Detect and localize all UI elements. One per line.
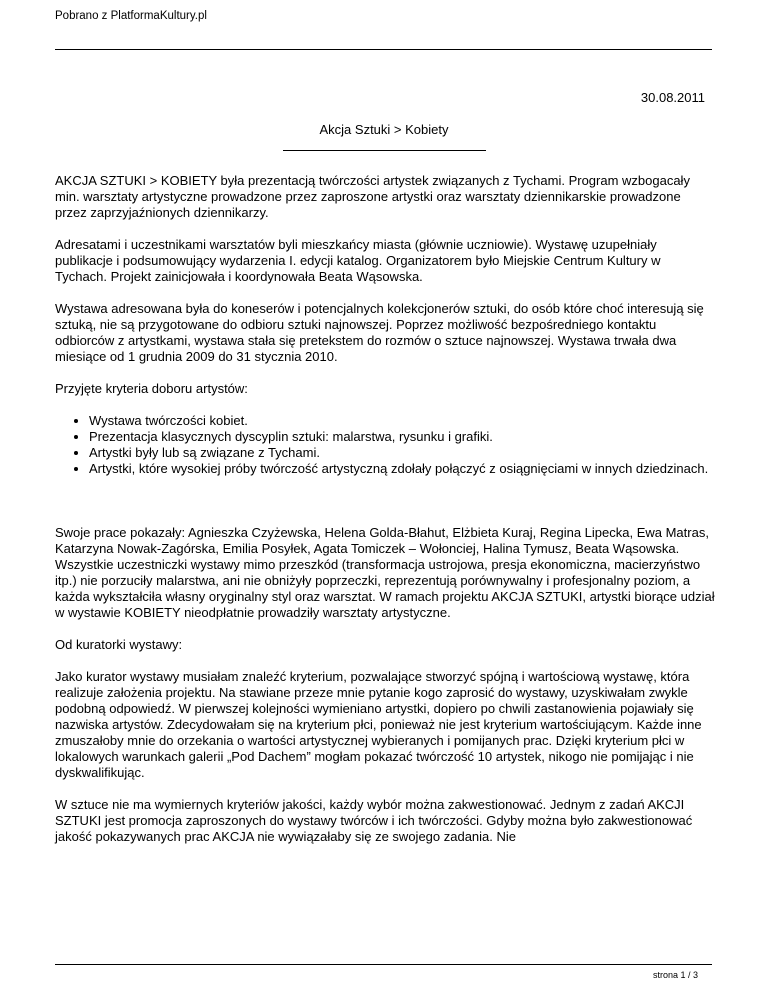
paragraph-curator-heading: Od kuratorki wystawy: [55, 637, 183, 652]
paragraph-artists: Swoje prace pokazały: Agnieszka Czyżewska, Helena Golda-Błahut, Elżbieta Kuraj, Regina Lipecka, Ewa Matras, Katarzyna Nowak-Zagórska, Emilia Posyłek, Agata Tomiczek – Wołonciej, Halina Tymusz, Beata Wąsowska. [55, 525, 709, 556]
paragraph-artists-description: Wszystkie uczestniczki wystawy mimo przeszkód (transformacja ustrojowa, presja ekonomiczna, macierzyństwo itp.) nie porzuciły malarstwa, ani nie obniżyły poprzeczki, reprezentują porównywalny i profesjonalny poziom, a każda wykształciła własny oryginalny styl oraz warsztat. W ramach projektu AKCJA SZTUKI, artystki biorące udział w wystawie KOBIETY nieodpłatnie prowadziły warsztaty artystyczne. [55, 557, 715, 620]
criteria-list-item: • Artystki, które wysokiej próby twórczość artystyczną zdołały połączyć z osiągnięciami w innych dziedzinach. [89, 461, 715, 477]
spacer [55, 493, 715, 525]
page-number: strona 1 / 3 [652, 970, 698, 980]
title-underline [283, 150, 486, 151]
document-date: 30.08.2011 [640, 90, 705, 105]
paragraph-curator-statement: Jako kurator wystawy musiałam znaleźć kryterium, pozwalające stworzyć spójną i wartościową wystawę, która realizuje założenia projektu. Na stawiane przeze mnie pytanie kogo zaprosić do wystawy, uzyskiwałam zwykle podobną odpowiedź. W pierwszej kolejności wymieniano artystki, dopiero po chwili zastanowienia pojawiały się nazwiska artystów. Zdecydowałam się na kryterium płci, ponieważ nie jest kryterium wartościującym. Każde inne zmuszałoby mnie do orzekania o wartości artystycznej wybieranych i pomijanych prac. Dzięki kryterium płci w lokalowych warunkach galerii „Pod Dachem” mogłam pokazać twórczość 10 artystek, nikogo nie pomijając i nie dyskwalifikując. [55, 669, 702, 780]
paragraph-participants: Adresatami i uczestnikami warsztatów byli mieszkańcy miasta (głównie uczniowie). Wystawę uzupełniały publikacje i podsumowujący wydarzenia I. edycji katalog. Organizatorem było Miejskie Centrum Kultury w Tychach. Projekt zainicjowała i koordynowała Beata Wąsowska. [55, 237, 661, 284]
criteria-list [55, 413, 715, 477]
paragraph-intro: AKCJA SZTUKI > KOBIETY była prezentacją twórczości artystek związanych z Tychami. Program wzbogacały min. warsztaty artystyczne prowadzone przez zaproszone artystki oraz warsztaty dziennikarskie prowadzone przez zaprzyjaźnionych dziennikarzy. [55, 173, 690, 220]
header-source-text: Pobrano z PlatformaKultury.pl [55, 10, 207, 22]
criteria-list-item: • Prezentacja klasycznych dyscyplin sztuki: malarstwa, rysunku i grafiki. [89, 429, 715, 445]
article-body [55, 173, 715, 861]
footer-divider [55, 964, 712, 965]
paragraph-quality: W sztuce nie ma wymiernych kryteriów jakości, każdy wybór można zakwestionować. Jednym z zadań AKCJI SZTUKI jest promocja zaproszonych do wystawy twórców i ich twórczości. Gdyby można było zakwestionować jakość pokazywanych prac AKCJA nie wywiązałaby się ze swojego zadania. Nie [55, 797, 693, 844]
header-divider [55, 49, 712, 50]
criteria-list-item: • Wystawa twórczości kobiet. [89, 413, 715, 429]
page-title: Akcja Sztuki > Kobiety [319, 122, 449, 137]
paragraph-audience: Wystawa adresowana była do koneserów i potencjalnych kolekcjonerów sztuki, do osób które choć interesują się sztuką, nie są przygotowane do odbioru sztuki najnowszej. Poprzez możliwość bezpośredniego kontaktu odbiorców z artystkami, wystawa stała się pretekstem do rozmów o sztuce najnowszej. Wystawa trwała dwa miesiące od 1 grudnia 2009 do 31 stycznia 2010. [55, 301, 704, 364]
paragraph-criteria-heading: Przyjęte kryteria doboru artystów: [55, 381, 248, 396]
criteria-list-item: • Artystki były lub są związane z Tychami. [89, 445, 715, 461]
